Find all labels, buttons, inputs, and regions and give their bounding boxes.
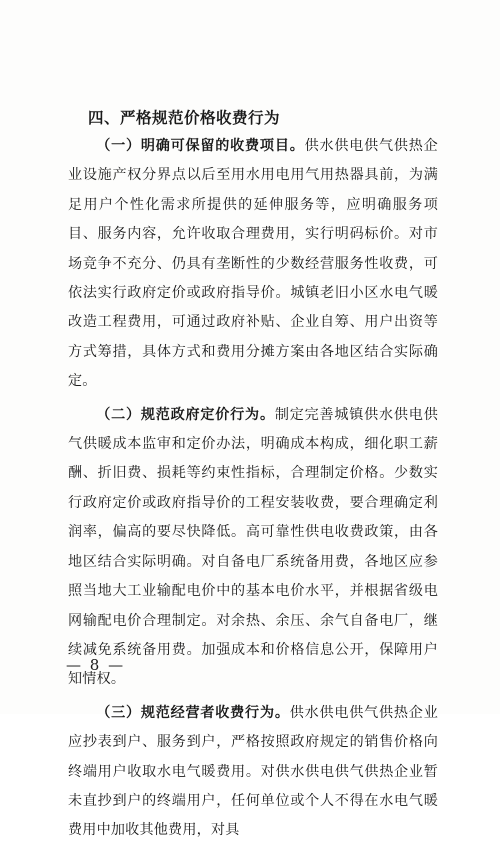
paragraph-3	[68, 699, 438, 846]
section-title: 四、严格规范价格收费行为	[88, 109, 281, 127]
paragraph-2-body: 制定完善城镇供水供电供气供暖成本监审和定价办法，明确成本构成，细化职工薪酬、折旧费、损耗等约束性指标，合理制定价格。少数实行政府定价或政府指导价的工程安装收费，要合理确定利润率，偏高的要尽快降低。高可靠性供电收费政策，由各地区结合实际明确。对自备电厂系统备用费，各地区应参照当地大工业输配电价中的基本电价水平，并根据省级电网输配电价合理制定。对余热、余压、余气自备电厂，继续减免系统备用费。加强成本和价格信息公开，保障用户知情权。	[68, 406, 438, 688]
paragraph-1-heading: （一）明确可保留的收费项目。	[96, 138, 305, 154]
paragraph-3-heading: （三）规范经营者收费行为。	[96, 704, 290, 721]
paragraph-1	[68, 132, 438, 397]
document-body	[68, 132, 438, 850]
paragraph-2	[68, 401, 438, 695]
page-number: — 8 —	[66, 656, 126, 674]
paragraph-1-body: 供水供电供气供热企业设施产权分界点以后至用水用电用气用热器具前，为满足用户个性化需求所提供的延伸服务等，应明确服务项目、服务内容，允许收取合理费用，实行明码标价。对市场竞争不充分、仍具有垄断性的少数经营服务性收费，可依法实行政府定价或政府指导价。城镇老旧小区水电气暖改造工程费用，可通过政府补贴、企业自筹、用户出资等方式筹措，具体方式和费用分摊方案由各地区结合实际确定。	[68, 138, 438, 390]
paragraph-2-heading: （二）规范政府定价行为。	[96, 406, 275, 423]
paragraph-3-body: 供水供电供气供热企业应抄表到户、服务到户，严格按照政府规定的销售价格向终端用户收取水电气暖费用。对供水供电供气供热企业暂未直抄到户的终端用户，任何单位或个人不得在水电气暖费用中加收其他费用，对具	[68, 704, 438, 839]
